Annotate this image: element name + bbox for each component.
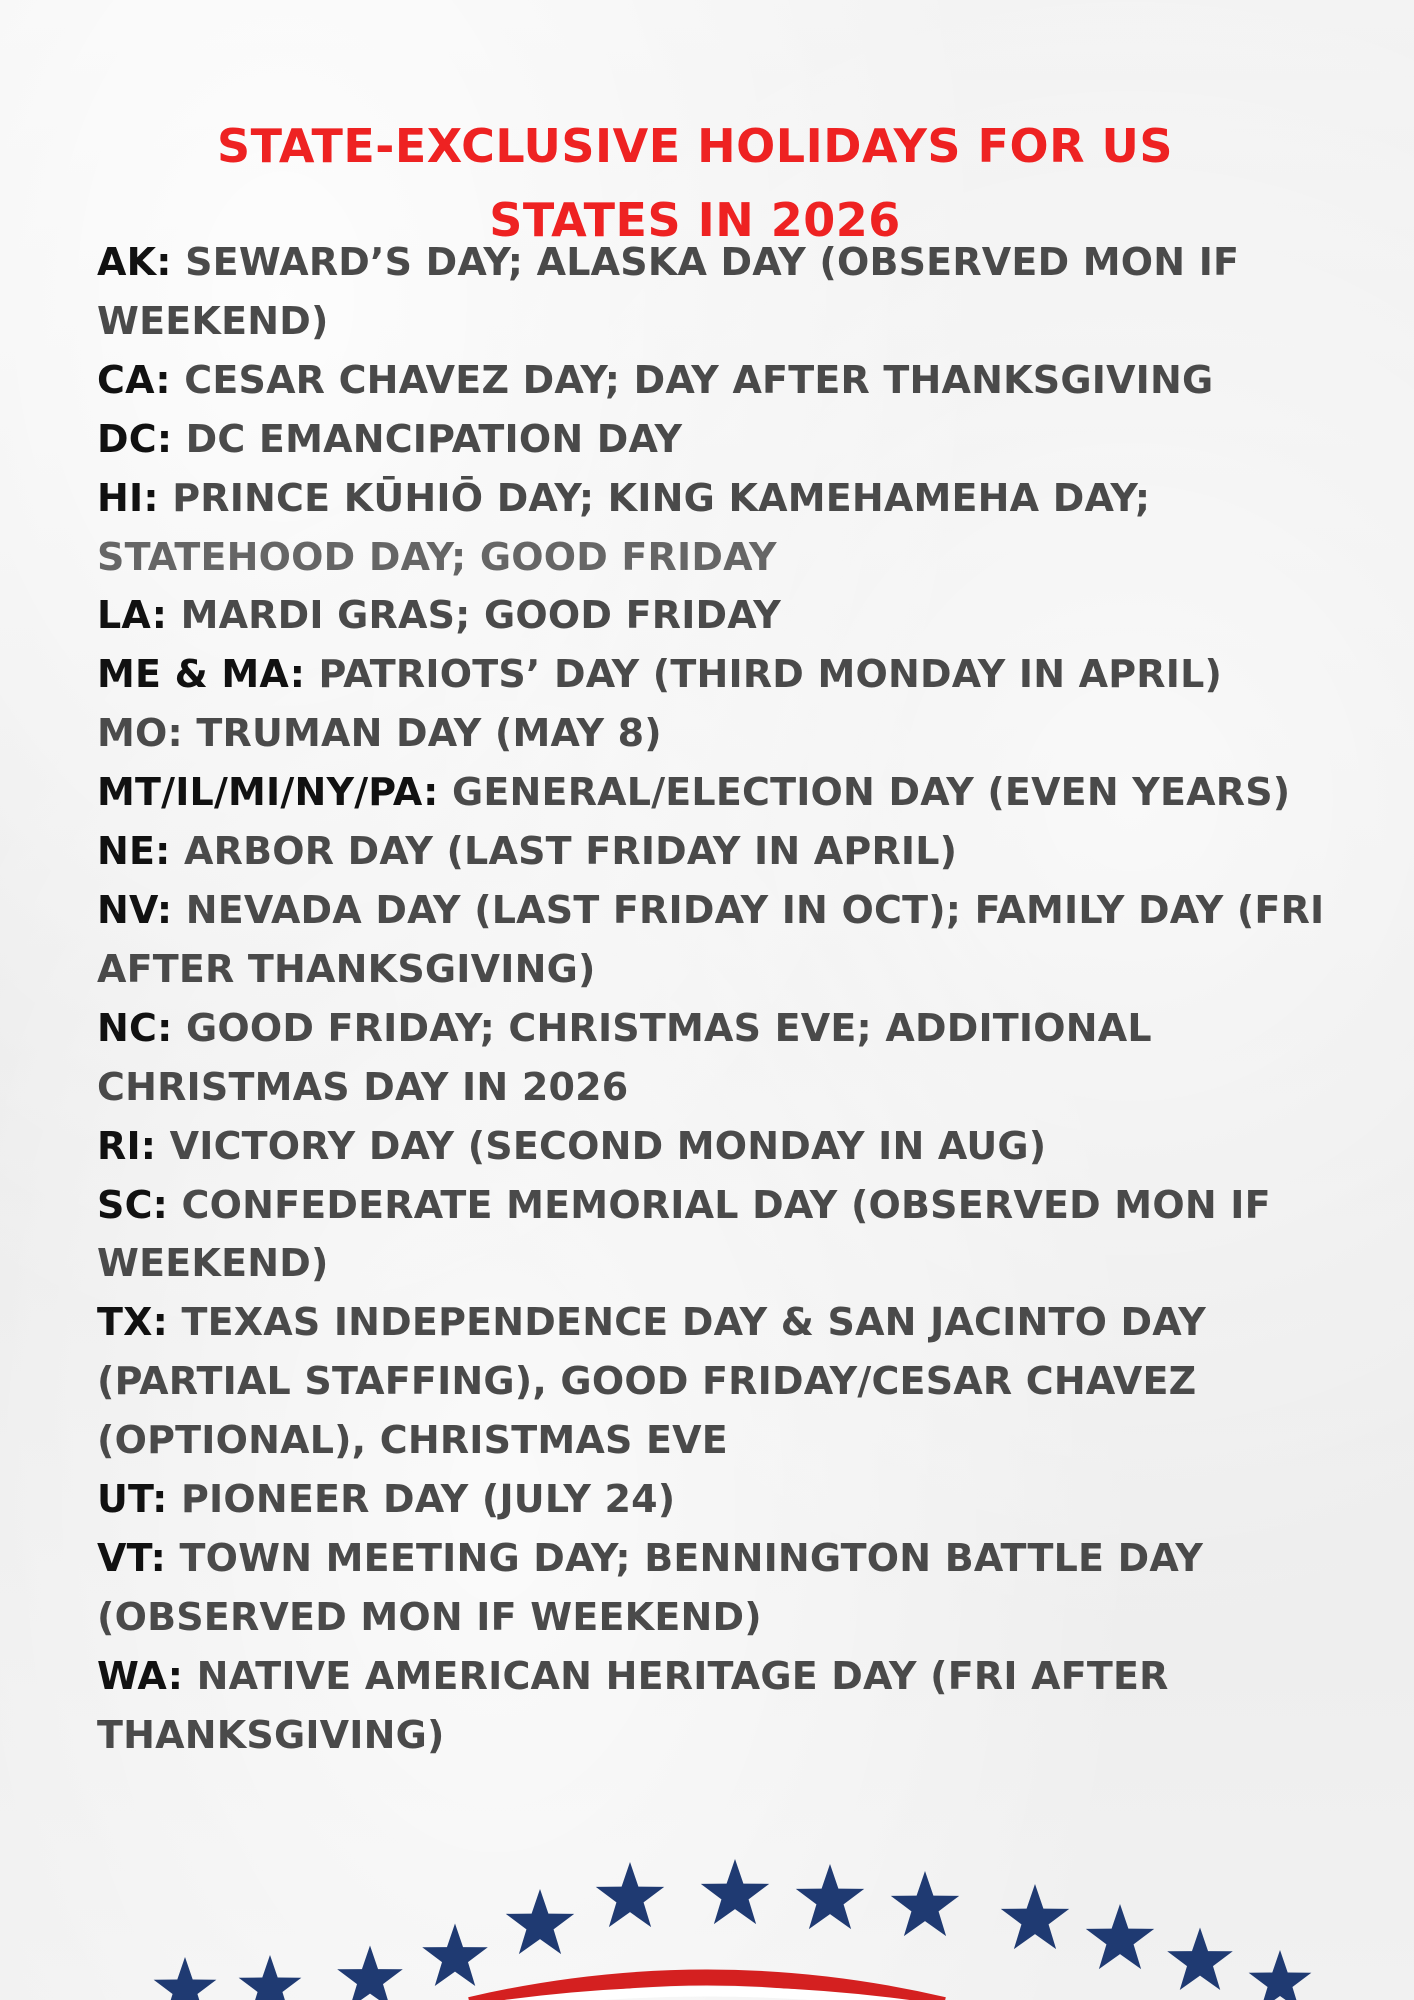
holiday-text: TEXAS INDEPENDENCE DAY & SAN JACINTO DAY (PARTIAL STAFFING), GOOD FRIDAY/CESAR CHAVEZ (OPTIONAL), CHRISTMAS EVE	[97, 1300, 1206, 1463]
list-item	[97, 1647, 1347, 1765]
state-code: AK:	[97, 240, 172, 284]
holiday-text: CESAR CHAVEZ DAY; DAY AFTER THANKSGIVING	[184, 357, 1214, 402]
list-item	[97, 822, 1347, 881]
state-code: CA:	[97, 357, 171, 402]
state-code: HI:	[97, 475, 159, 520]
list-item	[97, 410, 1347, 469]
holiday-text: PIONEER DAY (JULY 24)	[180, 1477, 676, 1522]
state-code: DC:	[97, 416, 173, 461]
holiday-text: MARDI GRAS; GOOD FRIDAY	[180, 593, 781, 638]
holiday-text: PATRIOTS’ DAY (THIRD MONDAY IN APRIL)	[318, 652, 1223, 697]
state-code: MT/IL/MI/NY/PA:	[97, 770, 439, 815]
holiday-text: TRUMAN DAY (MAY 8)	[196, 711, 662, 756]
holiday-text: GOOD FRIDAY; CHRISTMAS EVE; ADDITIONAL CHRISTMAS DAY IN 2026	[97, 1005, 1152, 1109]
state-code: VT:	[97, 1535, 167, 1580]
holiday-list	[97, 233, 1347, 1765]
state-code: MO:	[97, 711, 183, 756]
holiday-text: NATIVE AMERICAN HERITAGE DAY (FRI AFTER THANKSGIVING)	[97, 1653, 1169, 1757]
list-item	[97, 586, 1347, 645]
state-code: LA:	[97, 593, 168, 638]
list-item	[97, 763, 1347, 822]
holiday-text: DC EMANCIPATION DAY	[185, 416, 683, 461]
state-code: SC:	[97, 1182, 169, 1227]
list-item	[97, 1470, 1347, 1529]
list-item	[97, 351, 1347, 410]
state-code: NE:	[97, 829, 171, 874]
list-item	[97, 469, 1347, 587]
holiday-text: GENERAL/ELECTION DAY (EVEN YEARS)	[452, 770, 1291, 815]
holiday-text: VICTORY DAY (SECOND MONDAY IN AUG)	[169, 1123, 1047, 1168]
state-code: ME & MA:	[97, 652, 306, 697]
holiday-text-continued: STATEHOOD DAY; GOOD FRIDAY	[97, 534, 777, 579]
list-item	[97, 999, 1347, 1117]
list-item	[97, 1529, 1347, 1647]
list-item	[97, 233, 1347, 351]
list-item	[97, 1293, 1347, 1470]
holiday-text: ARBOR DAY (LAST FRIDAY IN APRIL)	[184, 829, 958, 874]
holiday-text: TOWN MEETING DAY; BENNINGTON BATTLE DAY (OBSERVED MON IF WEEKEND)	[97, 1535, 1204, 1639]
state-code: NC:	[97, 1005, 173, 1050]
list-item	[97, 704, 1347, 763]
holiday-text: SEWARD’S DAY; ALASKA DAY (OBSERVED MON IF WEEKEND)	[97, 240, 1240, 343]
state-code: UT:	[97, 1477, 168, 1522]
list-item	[97, 1117, 1347, 1176]
stars-and-stripes-icon	[0, 1840, 1414, 2000]
list-item	[97, 881, 1347, 999]
list-item	[97, 1176, 1347, 1294]
holiday-text: CONFEDERATE MEMORIAL DAY (OBSERVED MON IF WEEKEND)	[97, 1182, 1271, 1286]
state-code: RI:	[97, 1123, 157, 1168]
state-code: TX:	[97, 1300, 169, 1345]
state-code: WA:	[97, 1653, 184, 1698]
holiday-text: NEVADA DAY (LAST FRIDAY IN OCT); FAMILY DAY (FRI AFTER THANKSGIVING)	[97, 887, 1325, 991]
title-line-2: STATES IN 2026	[489, 192, 901, 247]
title-line-1: STATE-EXCLUSIVE HOLIDAYS FOR US	[217, 118, 1173, 173]
holiday-text: PRINCE KŪHIŌ DAY; KING KAMEHAMEHA DAY;	[172, 475, 1151, 520]
state-code: NV:	[97, 887, 173, 932]
list-item	[97, 645, 1347, 704]
